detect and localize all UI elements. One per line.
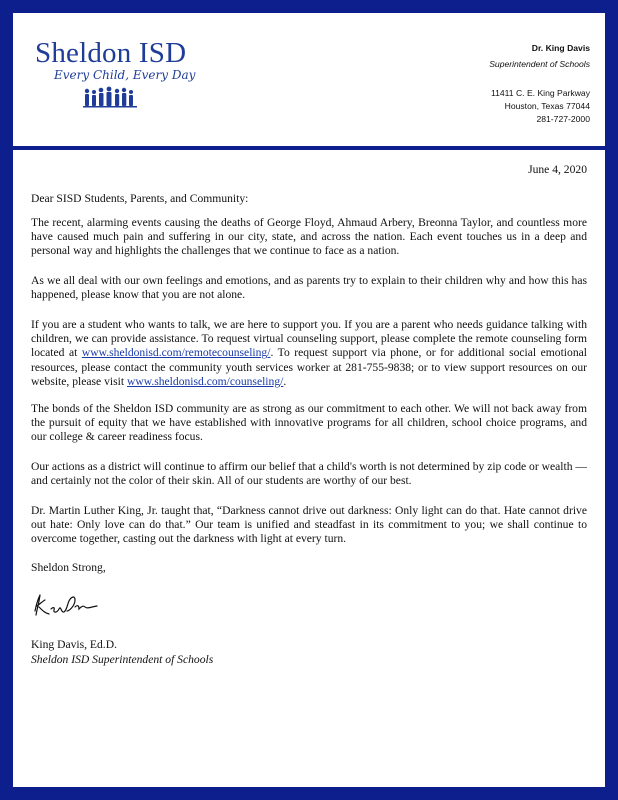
paragraph-3-text-a: If you are a student who wants to talk, we are here to support you. If you are a parent who needs guidance talking with children, we can provide assistance. To request virtual counseling support, please complete the remote counseling form located at [31,318,587,360]
header-address-line1: 11411 C. E. King Parkway [490,88,590,98]
children-silhouettes-logo-icon [83,85,137,109]
paragraph-3-text-c: . [283,374,287,388]
paragraph-2: As we all deal with our own feelings and emotions, and as parents try to explain to their children why and how this has happened, please know that you are not alone. [31,274,587,302]
paragraph-3-text-b: . To request support via phone, or for additional social emotional resources, please contact the community youth services worker at 281-755-9838; or to view support resources on our website, please visit [31,346,587,388]
paragraph-3 [31,318,587,389]
counseling-resources-link[interactable]: www.sheldonisd.com/counseling/ [126,374,284,388]
district-logo-title: Sheldon ISD [35,37,187,69]
salutation: Dear SISD Students, Parents, and Community: [31,192,249,205]
letter-date: June 4, 2020 [528,163,587,176]
signer-title: Sheldon ISD Superintendent of Schools [31,653,214,666]
remote-counseling-link[interactable]: www.sheldonisd.com/remotecounseling/ [81,346,271,360]
letter-page [13,13,605,787]
header-phone: 281-727-2000 [536,114,590,124]
signer-name: King Davis, Ed.D. [31,638,117,651]
header-address-line2: Houston, Texas 77044 [504,101,590,111]
header-name: Dr. King Davis [531,43,590,53]
closing: Sheldon Strong, [31,561,106,574]
paragraph-6: Dr. Martin Luther King, Jr. taught that, “Darkness cannot drive out darkness: Only light can do that. Hate cannot drive out hate: Only love can do that.” Our team is unified and steadfast in its commitment to you; we shall continue to overcome together, casting out the darkness with light at every turn. [31,504,587,546]
district-tagline: Every Child, Every Day [54,68,196,82]
header-title: Superintendent of Schools [489,59,590,69]
signature-icon [31,591,111,619]
header-divider [13,146,605,150]
paragraph-4: The bonds of the Sheldon ISD community are as strong as our commitment to each other. We will not back away from the pursuit of equity that we have established with innovative programs for all children, school choice programs, and our college & career readiness focus. [31,402,587,444]
paragraph-5: Our actions as a district will continue to affirm our belief that a child's worth is not determined by zip code or wealth — and certainly not the color of their skin. All of our students are worthy of our best. [31,460,587,488]
paragraph-1: The recent, alarming events causing the deaths of George Floyd, Ahmaud Arbery, Breonna Taylor, and countless more have caused much pain and suffering in our city, state, and across the nation. Each event touches us in a deep and personal way and highlights the challenges that we continue to face as a nation. [31,216,587,258]
